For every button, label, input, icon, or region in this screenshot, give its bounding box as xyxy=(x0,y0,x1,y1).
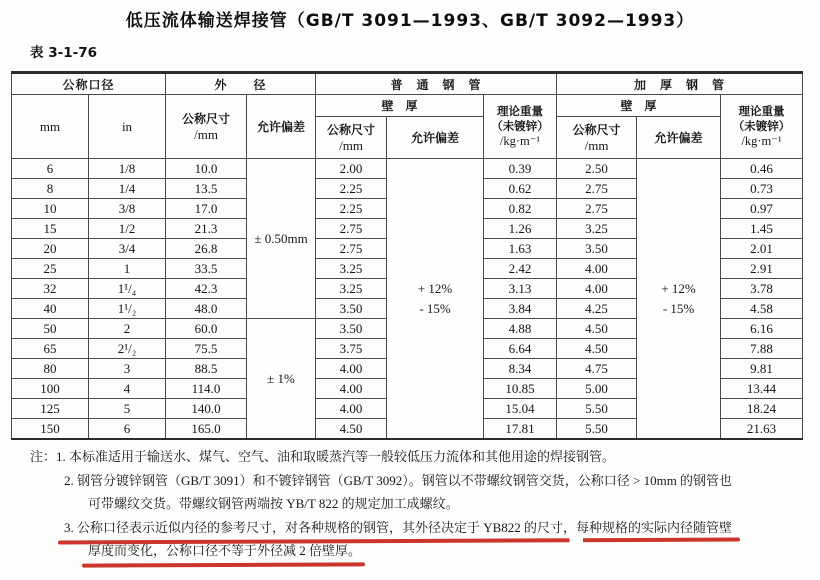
cell-thickened-wall: 5.00 xyxy=(557,379,637,399)
cell-nominal-bore-in: 1¹/₄ xyxy=(89,279,166,299)
cell-ordinary-wall: 2.25 xyxy=(316,179,387,199)
cell-nominal-bore-mm: 6 xyxy=(12,159,89,179)
cell-outer-diameter: 42.3 xyxy=(166,279,247,299)
col-header-ordinary-weight xyxy=(484,95,557,159)
notes xyxy=(30,445,816,563)
cell-ordinary-weight: 3.84 xyxy=(484,299,557,319)
col-header-thickened-weight xyxy=(721,95,803,159)
cell-outer-diameter: 48.0 xyxy=(166,299,247,319)
cell-nominal-bore-mm: 8 xyxy=(12,179,89,199)
cell-nominal-bore-mm: 40 xyxy=(12,299,89,319)
page-title: 低压流体输送焊接管（GB/T 3091—1993、GB/T 3092—1993） xyxy=(125,11,695,31)
cell-ordinary-wall: 2.75 xyxy=(316,219,387,239)
cell-nominal-bore-mm: 125 xyxy=(12,399,89,419)
table-number-label: 表 3-1-76 xyxy=(30,45,97,61)
cell-outer-diameter: 140.0 xyxy=(166,399,247,419)
cell-ordinary-weight: 2.42 xyxy=(484,259,557,279)
col-header-od-deviation: 允许偏差 xyxy=(247,95,316,159)
cell-thickened-wall: 4.75 xyxy=(557,359,637,379)
cell-ordinary-wall: 3.75 xyxy=(316,339,387,359)
cell-ordinary-weight: 1.63 xyxy=(484,239,557,259)
cell-thickened-weight: 0.46 xyxy=(721,159,803,179)
note-line xyxy=(30,469,816,493)
cell-od-deviation: ± 0.50mm xyxy=(247,159,316,319)
cell-nominal-bore-mm: 25 xyxy=(12,259,89,279)
cell-ordinary-weight: 4.88 xyxy=(484,319,557,339)
cell-thickened-wall: 2.75 xyxy=(557,199,637,219)
cell-ordinary-wall: 4.50 xyxy=(316,419,387,440)
cell-outer-diameter: 21.3 xyxy=(166,219,247,239)
cell-outer-diameter: 33.5 xyxy=(166,259,247,279)
cell-thickened-weight: 18.24 xyxy=(721,399,803,419)
cell-ordinary-weight: 0.62 xyxy=(484,179,557,199)
thickened-weight-line2: （未镀锌） xyxy=(732,119,791,133)
cell-thickened-wall: 4.25 xyxy=(557,299,637,319)
cell-thickened-wall: 5.50 xyxy=(557,419,637,440)
cell-thickened-weight: 3.78 xyxy=(721,279,803,299)
table-row xyxy=(12,159,803,179)
col-header-mm: mm xyxy=(12,95,89,159)
cell-ordinary-wall: 3.50 xyxy=(316,319,387,339)
cell-nominal-bore-in: 5 xyxy=(89,399,166,419)
col-header-thickened-wall-deviation: 允许偏差 xyxy=(637,117,721,159)
cell-thickened-weight: 4.58 xyxy=(721,299,803,319)
col-header-od-nominal-size xyxy=(166,95,247,159)
cell-nominal-bore-in: 1¹/₂ xyxy=(89,299,166,319)
cell-ordinary-wall: 3.25 xyxy=(316,259,387,279)
cell-outer-diameter: 165.0 xyxy=(166,419,247,440)
cell-thickened-weight: 13.44 xyxy=(721,379,803,399)
cell-thickened-weight: 2.01 xyxy=(721,239,803,259)
col-header-in: in xyxy=(89,95,166,159)
cell-nominal-bore-in: 2¹/₂ xyxy=(89,339,166,359)
col-header-ordinary-wall: 壁 厚 xyxy=(316,95,484,117)
note-text: 可带螺纹交货。带螺纹钢管两端按 YB/T 822 的规定加工成螺纹。 xyxy=(88,496,459,511)
cell-ordinary-wall-deviation xyxy=(387,159,484,440)
note-line xyxy=(30,516,816,540)
cell-outer-diameter: 114.0 xyxy=(166,379,247,399)
cell-nominal-bore-in: 3 xyxy=(89,359,166,379)
od-nominal-size-label: 公称尺寸 xyxy=(182,111,231,126)
cell-nominal-bore-mm: 100 xyxy=(12,379,89,399)
thickened-wall-nominal-label: 公称尺寸 xyxy=(572,122,621,137)
col-group-thickened-pipe: 加 厚 钢 管 xyxy=(557,73,803,95)
cell-thickened-wall: 3.50 xyxy=(557,239,637,259)
cell-ordinary-wall: 4.00 xyxy=(316,379,387,399)
cell-thickened-weight: 9.81 xyxy=(721,359,803,379)
cell-nominal-bore-in: 3/8 xyxy=(89,199,166,219)
cell-thickened-weight: 6.16 xyxy=(721,319,803,339)
note-text: 注：1. 本标准适用于输送水、煤气、空气、油和取暖蒸汽等一般较低压力流体和其他用途的焊接钢管。 xyxy=(30,449,616,464)
table-header-row-groups xyxy=(12,73,803,95)
cell-thickened-weight: 0.73 xyxy=(721,179,803,199)
cell-ordinary-wall: 2.25 xyxy=(316,199,387,219)
deviation-minus: - 15% xyxy=(662,300,695,316)
ordinary-weight-unit: /kg·m⁻¹ xyxy=(499,134,541,148)
cell-ordinary-wall: 4.00 xyxy=(316,399,387,419)
note-text-red-underlined: 厚度而变化，公称口径不等于外径减 2 倍壁厚。 xyxy=(88,539,361,563)
col-group-nominal-bore: 公称口径 xyxy=(12,73,166,95)
cell-ordinary-weight: 0.82 xyxy=(484,199,557,219)
cell-nominal-bore-mm: 32 xyxy=(12,279,89,299)
cell-ordinary-wall: 4.00 xyxy=(316,359,387,379)
cell-ordinary-weight: 8.34 xyxy=(484,359,557,379)
table-body xyxy=(12,159,803,440)
cell-nominal-bore-in: 2 xyxy=(89,319,166,339)
thickened-weight-unit: /kg·m⁻¹ xyxy=(741,134,782,148)
cell-nominal-bore-in: 1/4 xyxy=(89,179,166,199)
note-text: 2. 钢管分镀锌钢管（GB/T 3091）和不镀锌钢管（GB/T 3092）。钢管以不带螺纹钢管交货，公称口径 > 10mm 的钢管也 xyxy=(64,472,733,488)
cell-thickened-wall: 5.50 xyxy=(557,399,637,419)
cell-thickened-weight: 7.88 xyxy=(721,339,803,359)
note-line xyxy=(30,445,816,469)
pipe-spec-table xyxy=(11,71,803,440)
cell-thickened-wall: 4.50 xyxy=(557,339,637,359)
cell-nominal-bore-in: 1 xyxy=(89,259,166,279)
cell-nominal-bore-mm: 20 xyxy=(12,239,89,259)
cell-ordinary-weight: 10.85 xyxy=(484,379,557,399)
ordinary-weight-line2: （未镀锌） xyxy=(491,119,549,133)
cell-nominal-bore-in: 6 xyxy=(89,419,166,440)
cell-outer-diameter: 26.8 xyxy=(166,239,247,259)
cell-nominal-bore-mm: 150 xyxy=(12,419,89,440)
cell-outer-diameter: 13.5 xyxy=(166,179,247,199)
cell-outer-diameter: 75.5 xyxy=(166,339,247,359)
cell-nominal-bore-in: 1/8 xyxy=(89,159,166,179)
cell-outer-diameter: 10.0 xyxy=(166,159,247,179)
cell-ordinary-weight: 1.26 xyxy=(484,219,557,239)
cell-outer-diameter: 60.0 xyxy=(166,319,247,339)
cell-thickened-weight: 1.45 xyxy=(721,219,803,239)
col-group-outer-diameter: 外 径 xyxy=(166,73,316,95)
cell-ordinary-weight: 6.64 xyxy=(484,339,557,359)
deviation-minus: - 15% xyxy=(419,300,451,316)
cell-thickened-wall: 3.25 xyxy=(557,219,637,239)
cell-thickened-wall: 4.00 xyxy=(557,259,637,279)
cell-nominal-bore-mm: 10 xyxy=(12,199,89,219)
cell-nominal-bore-in: 4 xyxy=(89,379,166,399)
cell-ordinary-wall: 3.50 xyxy=(316,299,387,319)
col-header-ordinary-wall-nominal xyxy=(316,117,387,159)
ordinary-wall-nominal-unit: /mm xyxy=(339,137,363,153)
cell-nominal-bore-mm: 80 xyxy=(12,359,89,379)
cell-ordinary-weight: 0.39 xyxy=(484,159,557,179)
table-header xyxy=(12,73,803,159)
cell-thickened-weight: 21.63 xyxy=(721,419,803,440)
note-text-red-underlined: 3. 公称口径表示近似内径的参考尺寸，对各种规格的钢管，其外径决定于 YB822 的尺寸，每种规格的实际内径随管壁 xyxy=(64,516,732,540)
note-line xyxy=(30,492,816,516)
cell-nominal-bore-in: 1/2 xyxy=(89,219,166,239)
col-header-thickened-wall-nominal xyxy=(557,117,637,159)
cell-thickened-wall: 2.75 xyxy=(557,179,637,199)
cell-nominal-bore-in: 3/4 xyxy=(89,239,166,259)
cell-nominal-bore-mm: 65 xyxy=(12,339,89,359)
cell-ordinary-weight: 3.13 xyxy=(484,279,557,299)
cell-thickened-weight: 2.91 xyxy=(721,259,803,279)
col-group-ordinary-pipe: 普 通 钢 管 xyxy=(316,73,557,95)
cell-outer-diameter: 88.5 xyxy=(166,359,247,379)
ordinary-wall-nominal-label: 公称尺寸 xyxy=(327,122,376,137)
cell-ordinary-wall: 2.00 xyxy=(316,159,387,179)
thickened-weight-line1: 理论重量 xyxy=(738,104,785,118)
cell-nominal-bore-mm: 15 xyxy=(12,219,89,239)
cell-thickened-wall: 2.50 xyxy=(557,159,637,179)
cell-ordinary-weight: 17.81 xyxy=(484,419,557,440)
cell-thickened-weight: 0.97 xyxy=(721,199,803,219)
cell-ordinary-wall: 3.25 xyxy=(316,279,387,299)
thickened-wall-nominal-unit: /mm xyxy=(584,137,609,153)
cell-thickened-wall: 4.50 xyxy=(557,319,637,339)
table-header-row-mid xyxy=(12,95,803,117)
deviation-plus: + 12% xyxy=(661,280,696,296)
cell-thickened-wall: 4.00 xyxy=(557,279,637,299)
col-header-ordinary-wall-deviation: 允许偏差 xyxy=(387,117,484,159)
cell-nominal-bore-mm: 50 xyxy=(12,319,89,339)
cell-od-deviation: ± 1% xyxy=(247,319,316,440)
col-header-thickened-wall: 壁 厚 xyxy=(557,95,721,117)
ordinary-weight-line1: 理论重量 xyxy=(497,104,544,118)
cell-thickened-wall-deviation xyxy=(637,159,721,440)
cell-ordinary-weight: 15.04 xyxy=(484,399,557,419)
deviation-plus: + 12% xyxy=(417,280,453,296)
cell-outer-diameter: 17.0 xyxy=(166,199,247,219)
cell-ordinary-wall: 2.75 xyxy=(316,239,387,259)
od-nominal-size-unit: /mm xyxy=(194,126,218,142)
